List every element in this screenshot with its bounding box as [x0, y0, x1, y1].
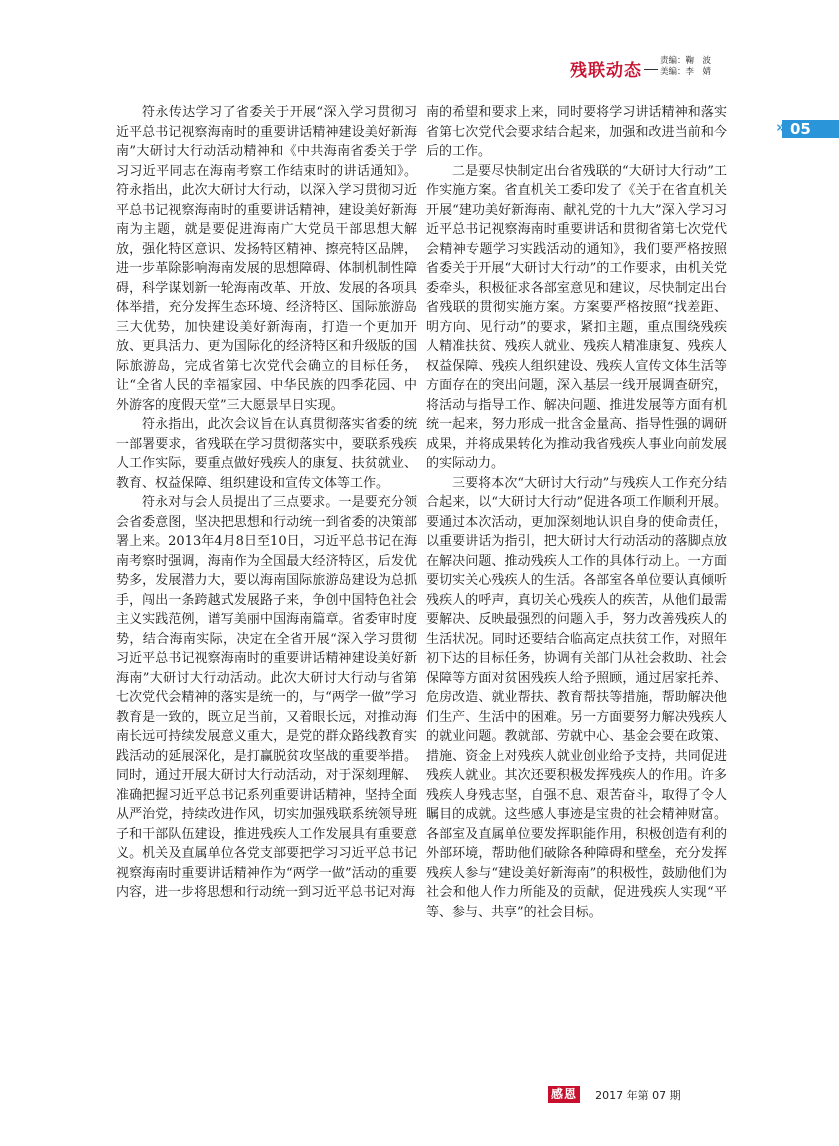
- paragraph: 二是要尽快制定出台省残联的“大研讨大行动”工作实施方案。省直机关工委印发了《关于在省直机关开展“建功美好新海南、献礼党的十九大”深入学习习近平总书记视察海南时重要讲话和贯彻省第七次党代会精神专题学习实践活动的通知》，我们要严格按照省委关于开展“大研讨大行动”的工作要求，由机关党委牵头，积极征求各部室意见和建议，尽快制定出台省残联的贯彻实施方案。方案要严格按照“找差距、明方向、见行动”的要求，紧扣主题，重点围绕残疾人精准扶贫、残疾人就业、残疾人精准康复、残疾人权益保障、残疾人组织建设、残疾人宣传文体生活等方面存在的突出问题，深入基层一线开展调查研究，将活动与指导工作、解决问题、推进发展等方面有机统一起来，努力形成一批含金量高、指导性强的调研成果，并将成果转化为推动我省残疾人事业向前发展的实际动力。: [426, 163, 727, 471]
- chevron-right-icon: »: [776, 118, 786, 136]
- issue-label: 2017 年第 07 期: [595, 1088, 681, 1102]
- designer-line: 美编：李 婧: [660, 67, 712, 77]
- paragraph-continued: 南的希望和要求上来，同时要将学习讲话精神和落实省第七次党代会要求结合起来，加强和改进当前和今后的工作。: [426, 105, 727, 159]
- paragraph: 符永对与会人员提出了三点要求。一是要充分领会省委意图，坚决把思想和行动统一到省委的决策部署上来。2013年4月8日至10日，习近平总书记在海南考察时强调，海南作为全国最大经济特区，后发优势多，发展潜力大，要以海南国际旅游岛建设为总抓手，闯出一条跨越式发展路子来，争创中国特色社会主义实践范例，谱写美丽中国海南篇章。省委审时度势，结合海南实际，决定在全省开展“深入学习贯彻习近平总书记视察海南时的重要讲话精神建设美好新海南”大研讨大行动活动。此次大研讨大行动与省第七次党代会精神的落实是统一的，与“两学一做”学习教育是一致的，既立足当前，又着眼长远，对推动海南长远可持续发展意义重大，是党的群众路线教育实践活动的延展深化，是打赢脱贫攻坚战的重要举措。同时，通过开展大研讨大行动活动，对于深刻理解、准确把握习近平总书记系列重要讲话精神，坚持全面从严治党，持续改进作风，切实加强残联系统领导班子和干部队伍建设，推进残疾人工作发展具有重要意义。机关及直属单位各党支部要把学习习近平总书记视察海南时重要讲话精神作为“两学一做”活动的重要内容，进一步将思想和行动统一到习近平总书记对海: [116, 495, 417, 900]
- header-divider: [644, 69, 658, 70]
- magazine-logo: 感恩: [548, 1086, 580, 1103]
- section-title: 残联动态: [570, 61, 642, 81]
- article-column-right: [426, 103, 727, 922]
- editor-line: 责编：鞠 波: [660, 56, 712, 66]
- page-header: [540, 52, 740, 86]
- page-footer: [548, 1084, 681, 1104]
- editor-credits: [660, 56, 711, 78]
- paragraph: 符永传达学习了省委关于开展“深入学习贯彻习近平总书记视察海南时的重要讲话精神建设美好新海南”大研讨大行动活动精神和《中共海南省委关于学习习近平同志在海南考察工作结束时的讲话通知》。符永指出，此次大研讨大行动，以深入学习贯彻习近平总书记视察海南时的重要讲话精神，建设美好新海南为主题，就是要促进海南广大党员干部思想大解放，强化特区意识、发扬特区精神、擦亮特区品牌，进一步革除影响海南发展的思想障碍、体制机制性障碍，科学谋划新一轮海南改革、开放、发展的各项具体举措，充分发挥生态环境、经济特区、国际旅游岛三大优势，加快建设美好新海南，打造一个更加开放、更具活力、更为国际化的经济特区和升级版的国际旅游岛，完成省第七次党代会确立的目标任务，让“全省人民的幸福家园、中华民族的四季花园、中外游客的度假天堂”三大愿景早日实现。: [116, 105, 417, 413]
- paragraph: 符永指出，此次会议旨在认真贯彻落实省委的统一部署要求，省残联在学习贯彻落实中，要联系残疾人工作实际，要重点做好残疾人的康复、扶贫就业、教育、权益保障、组织建设和宣传文体等工作。: [116, 417, 417, 491]
- paragraph: 三要将本次“大研讨大行动”与残疾人工作充分结合起来，以“大研讨大行动”促进各项工作顺利开展。要通过本次活动，更加深刻地认识自身的使命责任，以重要讲话为指引，把大研讨大行动活动的落脚点放在解决问题、推动残疾人工作的具体行动上。一方面要切实关心残疾人的生活。各部室各单位要认真倾听残疾人的呼声，真切关心残疾人的疾苦，从他们最需要解决、反映最强烈的问题入手，努力改善残疾人的生活状况。同时还要结合临高定点扶贫工作，对照年初下达的目标任务，协调有关部门从社会救助、社会保障等方面对贫困残疾人给予照顾，通过居家托养、危房改造、就业帮扶、教育帮扶等措施，帮助解决他们生产、生活中的困难。另一方面要努力解决残疾人的就业问题。教就部、劳就中心、基金会要在政策、措施、资金上对残疾人就业创业给予支持，共同促进残疾人就业。其次还要积极发挥残疾人的作用。许多残疾人身残志坚，自强不息、艰苦奋斗，取得了令人瞩目的成就。这些感人事迹是宝贵的社会精神财富。各部室及直属单位要发挥职能作用，积极创造有利的外部环境，帮助他们破除各种障碍和壁垒，充分发挥残疾人参与“建设美好新海南”的积极性，鼓励他们为社会和他人作力所能及的贡献，促进残疾人实现“平等、参与、共享”的社会目标。: [426, 475, 727, 920]
- article-column-left: [116, 103, 417, 903]
- page-number: 05: [790, 120, 811, 138]
